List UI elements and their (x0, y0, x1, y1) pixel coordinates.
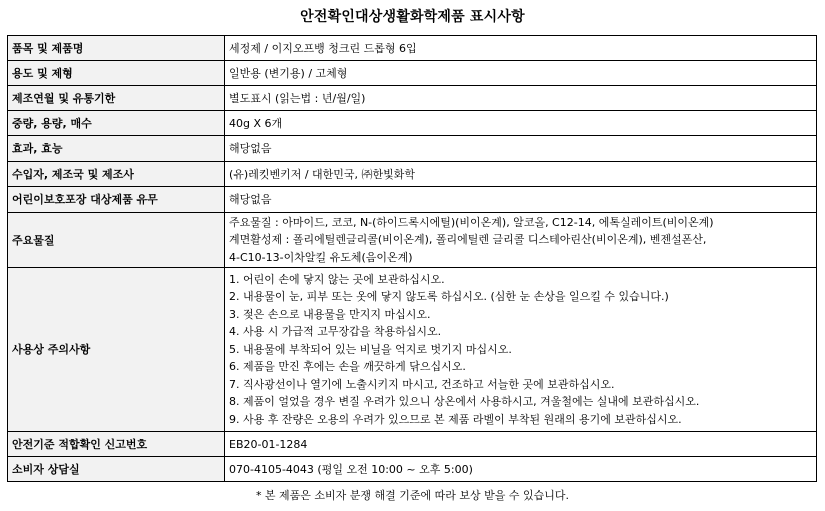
caution-item: 9. 사용 후 잔량은 오용의 우려가 있으므로 본 제품 라벨이 부착된 원래의 용기에 보관하십시오. (229, 412, 682, 426)
row-value-ingredients (225, 213, 817, 268)
row-value-importer: (유)레킷벤키저 / 대한민국, ㈜한빛화학 (225, 162, 817, 187)
table-row (8, 86, 817, 111)
caution-item: 6. 제품을 만진 후에는 손을 깨끗하게 닦으십시오. (229, 360, 466, 374)
table-row (8, 36, 817, 61)
row-value-manufacture-date: 별도표시 (읽는법 : 년/월/일) (225, 86, 817, 111)
row-value-child-protection: 해당없음 (225, 187, 817, 213)
table-row (8, 111, 817, 136)
caution-item: 4. 사용 시 가급적 고무장갑을 착용하십시오. (229, 325, 442, 339)
row-label-cautions: 사용상 주의사항 (8, 268, 225, 432)
caution-item: 8. 제품이 얼었을 경우 변질 우려가 있으니 상온에서 사용하시고, 겨울철에는 실내에 보관하십시오. (229, 395, 700, 409)
caution-item: 1. 어린이 손에 닿지 않는 곳에 보관하십시오. (229, 272, 445, 286)
table-row (8, 432, 817, 457)
product-info-table (7, 35, 817, 482)
row-label-ingredients: 주요물질 (8, 213, 225, 268)
row-value-cautions (225, 268, 817, 432)
table-row (8, 187, 817, 213)
row-value-usage-form: 일반용 (변기용) / 고체형 (225, 61, 817, 86)
table-row (8, 268, 817, 432)
row-value-report-number: EB20-01-1284 (225, 432, 817, 457)
caution-item: 3. 젖은 손으로 내용물을 만지지 마십시오. (229, 307, 431, 321)
row-label-product-name: 품목 및 제품명 (8, 36, 225, 61)
row-label-consumer-center: 소비자 상담실 (8, 457, 225, 482)
row-value-effect: 해당없음 (225, 136, 817, 162)
row-value-weight: 40g X 6개 (225, 111, 817, 136)
row-label-child-protection: 어린이보호포장 대상제품 유무 (8, 187, 225, 213)
ingredients-line: 4-C10-13-이차알킬 유도체(음이온계) (229, 250, 413, 264)
caution-item: 7. 직사광선이나 열기에 노출시키지 마시고, 건조하고 서늘한 곳에 보관하십시오. (229, 377, 615, 391)
row-label-weight: 중량, 용량, 매수 (8, 111, 225, 136)
row-label-importer: 수입자, 제조국 및 제조사 (8, 162, 225, 187)
ingredients-line: 계면활성제 : 폴리에틸렌글리콜(비이온계), 폴리에틸렌 글리콜 디스테아린산(비이온계), 벤젠설폰산, (229, 233, 707, 247)
table-row (8, 213, 817, 268)
row-value-consumer-center: 070-4105-4043 (평일 오전 10:00 ~ 오후 5:00) (225, 457, 817, 482)
page-title: 안전확인대상생활화학제품 표시사항 (300, 9, 525, 25)
footnote: * 본 제품은 소비자 분쟁 해결 기준에 따라 보상 받을 수 있습니다. (255, 489, 570, 502)
ingredients-line: 주요물질 : 아마이드, 코코, N-(하이드록시에틸)(비이온계), 알코올, C12-14, 에톡실레이트(비이온계) (229, 215, 714, 229)
table-row (8, 457, 817, 482)
row-label-manufacture-date: 제조연월 및 유통기한 (8, 86, 225, 111)
table-row (8, 61, 817, 86)
table-row (8, 162, 817, 187)
caution-item: 2. 내용물이 눈, 피부 또는 옷에 닿지 않도록 하십시오. (심한 눈 손상을 일으킬 수 있습니다.) (229, 290, 669, 304)
caution-item: 5. 내용물에 부착되어 있는 비닐을 억지로 벗기지 마십시오. (229, 342, 512, 356)
row-label-report-number: 안전기준 적합확인 신고번호 (8, 432, 225, 457)
row-value-product-name: 세정제 / 이지오프뱅 청크린 드롭형 6입 (225, 36, 817, 61)
row-label-usage-form: 용도 및 제형 (8, 61, 225, 86)
row-label-effect: 효과, 효능 (8, 136, 225, 162)
table-row (8, 136, 817, 162)
